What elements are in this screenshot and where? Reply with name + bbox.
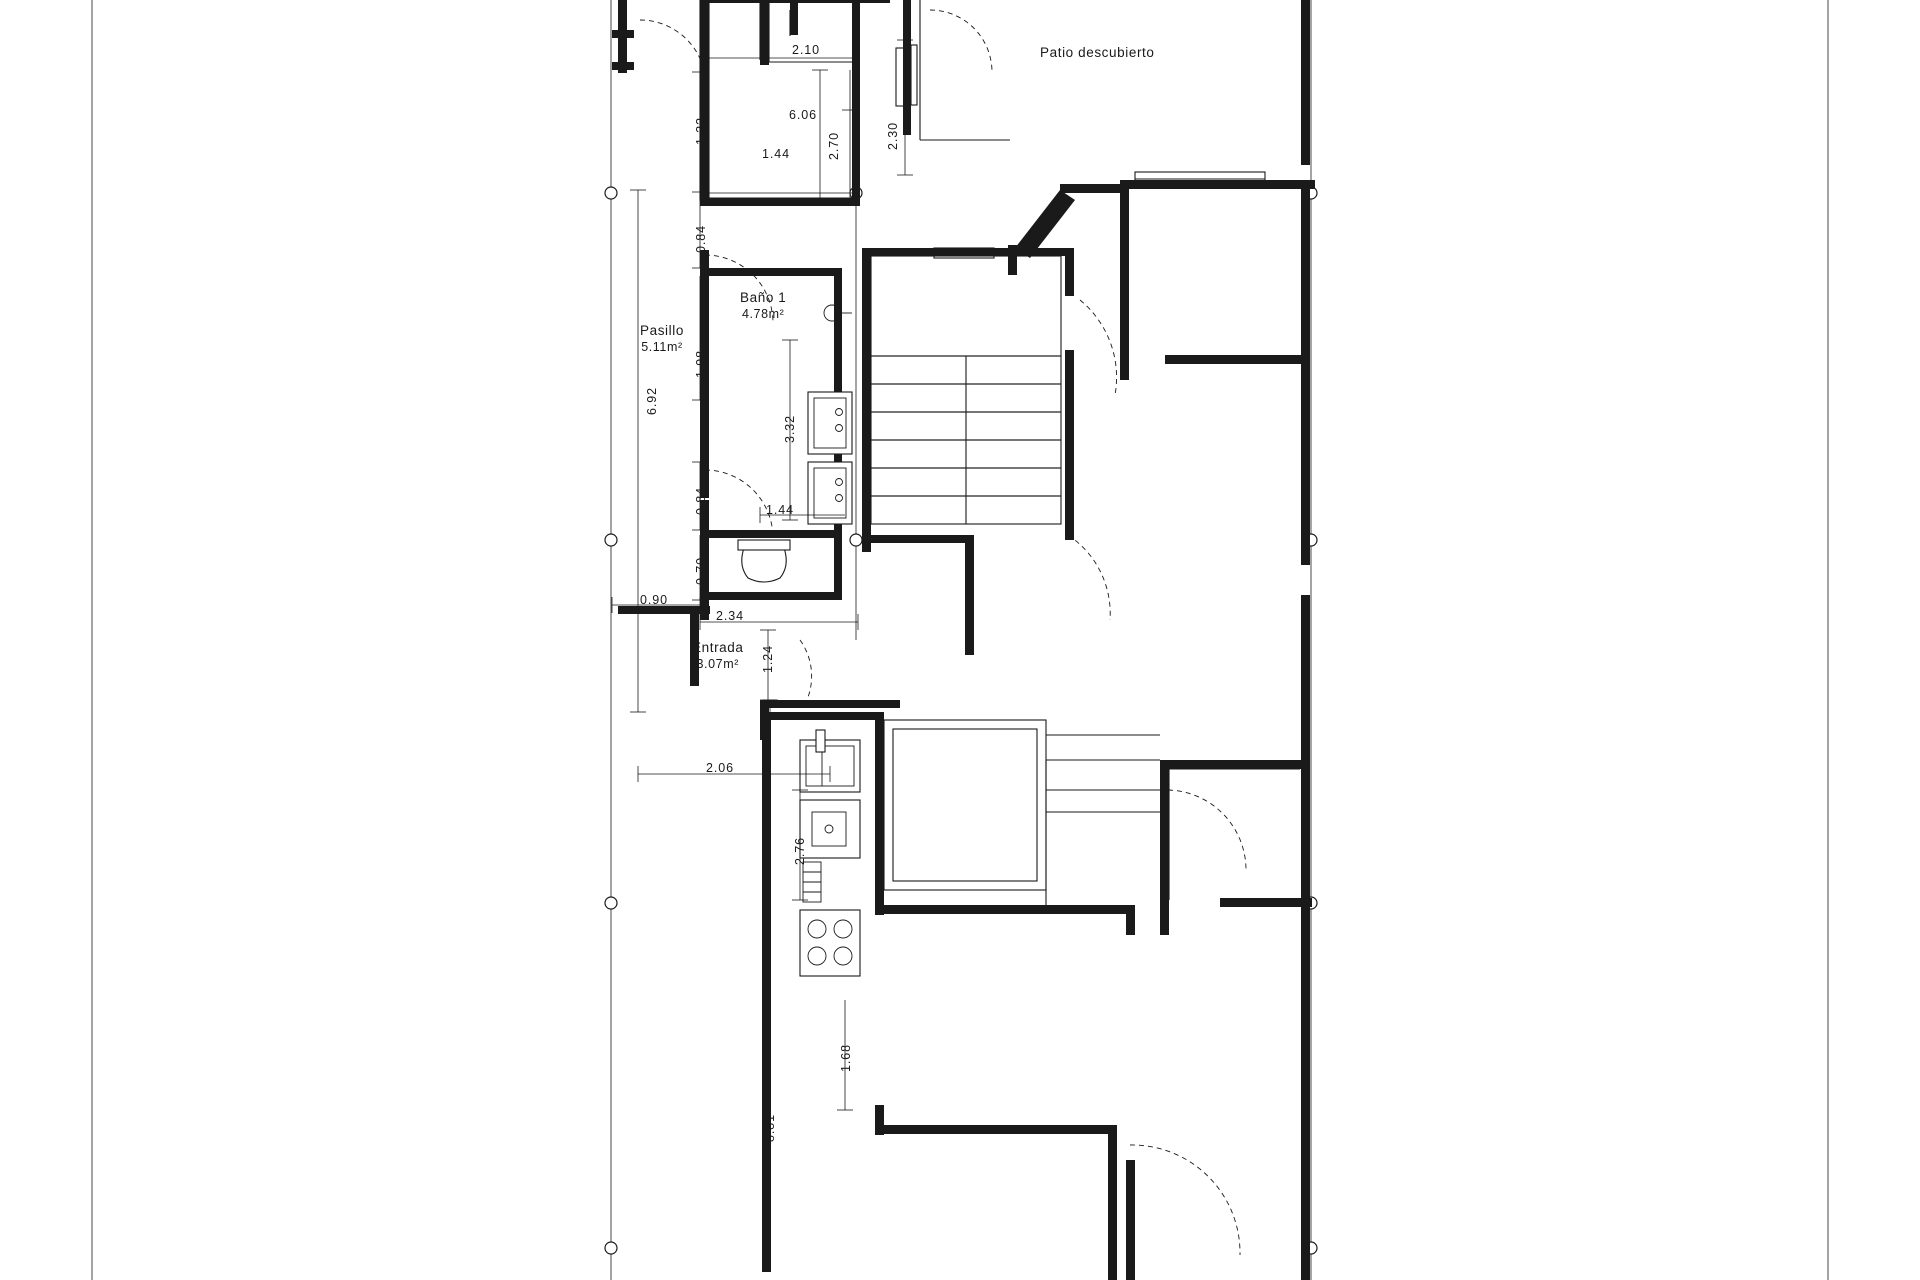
dimension-1-98: 1.98	[694, 350, 708, 378]
dimension-1-44-upper: 1.44	[762, 147, 790, 161]
dimension-3-32: 3.32	[783, 415, 797, 443]
dimension-2-70: 2.70	[827, 132, 841, 160]
dimension-8-81: 8.81	[763, 1114, 777, 1142]
dimension-0-90: 0.90	[640, 593, 668, 607]
dimension-2-30: 2.30	[886, 122, 900, 150]
dimension-0-70: 0.70	[694, 557, 708, 585]
patio-name: Patio descubierto	[1040, 45, 1155, 60]
dimension-2-10: 2.10	[792, 43, 820, 57]
bano-area: 4.78m²	[741, 306, 785, 321]
dimension-6-06: 6.06	[789, 108, 817, 122]
pasillo-area: 5.11m²	[641, 339, 683, 354]
pasillo-name: Pasillo	[640, 323, 684, 338]
dimension-6-92: 6.92	[645, 387, 659, 415]
dimension-1-44-lower: 1.44	[766, 503, 794, 517]
dimension-2-06: 2.06	[706, 761, 734, 775]
entrada-name: Entrada	[692, 640, 744, 655]
bano-name: Baño 1	[740, 290, 787, 305]
dimension-0-84-lower: 0.84	[694, 487, 708, 515]
dimension-2-34: 2.34	[716, 609, 744, 623]
dimension-2-76: 2.76	[793, 837, 807, 865]
entrada-area: 3.07m²	[696, 656, 739, 671]
dimension-1-24: 1.24	[761, 645, 775, 673]
dimension-0-84-upper: 0.84	[694, 225, 708, 253]
dimension-1-68: 1.68	[839, 1044, 853, 1072]
dimension-1-32: 1.32	[694, 117, 708, 145]
